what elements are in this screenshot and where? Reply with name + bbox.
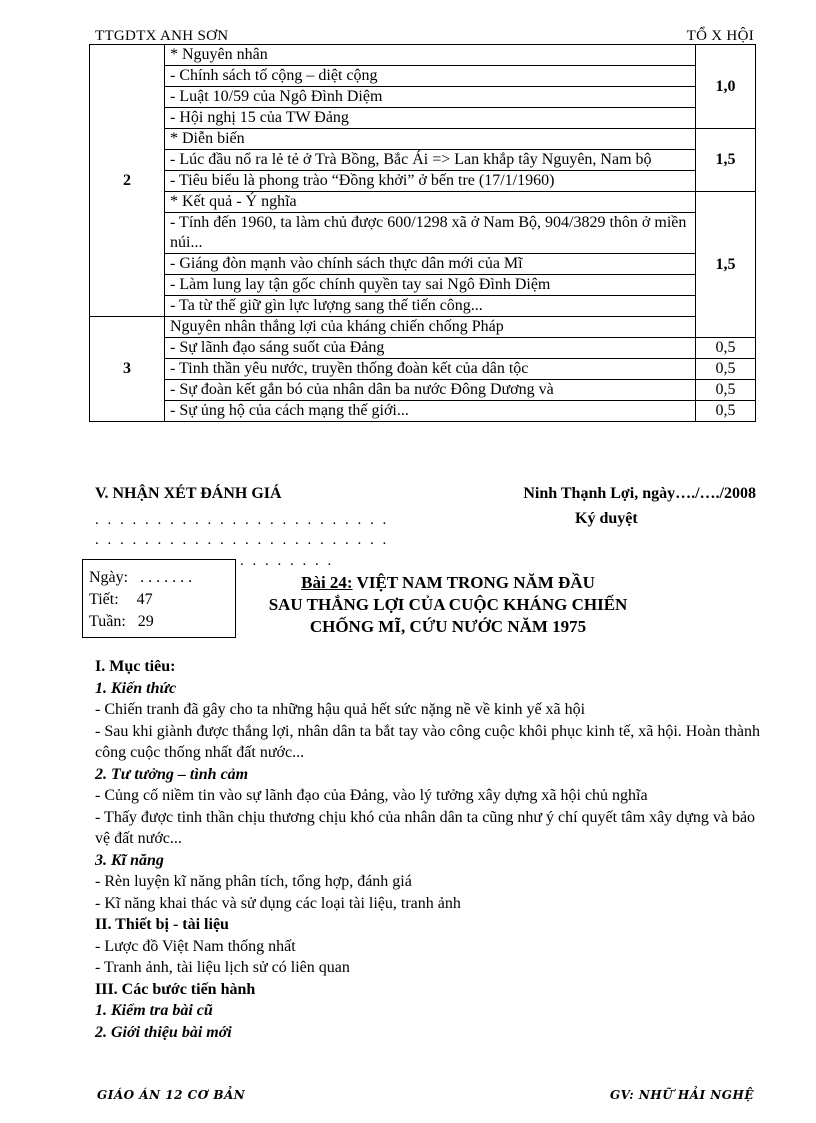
table-cell: - Ta từ thế giữ gìn lực lượng sang thế tiến công... [165, 296, 696, 317]
lesson-info-box [82, 559, 236, 638]
content-line: - Sau khi giành được thắng lợi, nhân dân ta bắt tay vào công cuộc khôi phục kinh tế, xã hội. Hoàn thành công cuộc thống nhất đất nước... [95, 722, 760, 761]
evaluation-title: V. NHẬN XÉT ĐÁNH GIÁ [95, 485, 282, 502]
content-line: - Thấy được tinh thần chịu thương chịu khó của nhân dân ta cũng như ý chí quyết tâm xây dựng và bảo vệ đất nước... [95, 808, 756, 847]
score-cell: 0,5 [696, 359, 756, 380]
header-left: TTGDTX ANH SƠN [95, 28, 229, 44]
table-row [90, 108, 756, 129]
table-row [90, 66, 756, 87]
lesson-title-line: SAU THẮNG LỢI CỦA CUỘC KHÁNG CHIẾN [268, 595, 628, 614]
period-label: Tiết: [89, 591, 119, 608]
table-cell: - Lúc đầu nổ ra lẻ tẻ ở Trà Bồng, Bắc Ái => Lan khắp tây Nguyên, Nam bộ [165, 150, 696, 171]
section-heading: I. Mục tiêu: [95, 658, 176, 675]
table-row [90, 401, 756, 422]
table-cell: - Tính đến 1960, ta làm chủ được 600/1298 xã ở Nam Bộ, 904/3829 thôn ở miền núi... [165, 213, 696, 254]
table-cell: * Nguyên nhân [165, 45, 696, 66]
table-cell: - Tinh thần yêu nước, truyền thống đoàn kết của dân tộc [165, 359, 696, 380]
table-row [90, 359, 756, 380]
table-cell: - Giáng đòn mạnh vào chính sách thực dân mới của Mĩ [165, 254, 696, 275]
score-cell: 1,5 [696, 192, 756, 338]
subsection-heading: 1. Kiểm tra bài cũ [95, 1002, 213, 1019]
table-row [90, 275, 756, 296]
section-number: 3 [90, 317, 165, 422]
table-cell: - Sự đoàn kết gắn bó của nhân dân ba nước Đông Dương và [165, 380, 696, 401]
dotted-line: . . . . . . . . . . . . . . . . . . . . . . . . [95, 512, 389, 528]
lesson-content [95, 656, 765, 1043]
table-row [90, 380, 756, 401]
content-line: - Củng cố niềm tin vào sự lãnh đạo của Đảng, vào lý tưởng xây dựng xã hội chủ nghĩa [95, 787, 648, 804]
lesson-title-line: VIỆT NAM TRONG NĂM ĐẦU [356, 573, 595, 592]
place-date: Ninh Thạnh Lợi, ngày…./…./2008 [523, 485, 756, 502]
week-label: Tuần: [89, 613, 126, 630]
period-row [89, 589, 235, 611]
table-row [90, 45, 756, 66]
date-value: . . . . . . . [140, 569, 193, 586]
table-cell: Nguyên nhân thắng lợi của kháng chiến chống Pháp [165, 317, 696, 338]
table-row [90, 213, 756, 254]
score-cell: 0,5 [696, 401, 756, 422]
table-row [90, 171, 756, 192]
score-cell: 0,5 [696, 380, 756, 401]
date-label: Ngày: [89, 569, 129, 586]
table-cell: - Tiêu biểu là phong trào “Đồng khởi” ở bến tre (17/1/1960) [165, 171, 696, 192]
period-value: 47 [136, 591, 153, 608]
score-cell: 1,5 [696, 129, 756, 192]
grading-table [89, 44, 756, 422]
section-number: 2 [90, 45, 165, 317]
score-cell: 1,0 [696, 45, 756, 129]
table-cell: - Luật 10/59 của Ngô Đình Diệm [165, 87, 696, 108]
subsection-heading: 3. Kĩ năng [95, 851, 164, 869]
lesson-number: Bài 24: [301, 573, 353, 592]
score-cell: 0,5 [696, 338, 756, 359]
footer-right: GV: NHỮ HẢI NGHỆ [609, 1088, 754, 1102]
content-line: - Chiến tranh đã gây cho ta những hậu quả hết sức nặng nề về kinh yế xã hội [95, 701, 586, 718]
table-row [90, 150, 756, 171]
table-row [90, 192, 756, 213]
header-right: TỔ X HỘI [686, 28, 754, 44]
content-line: - Rèn luyện kĩ năng phân tích, tổng hợp, đánh giá [95, 873, 412, 890]
table-row [90, 87, 756, 108]
dotted-line: . . . . . . . . [240, 553, 334, 569]
table-row [90, 317, 756, 338]
table-cell: * Kết quả - Ý nghĩa [165, 192, 696, 213]
table-cell: - Chính sách tố cộng – diệt cộng [165, 66, 696, 87]
lesson-title [240, 572, 656, 638]
signature-label: Ký duyệt [575, 510, 638, 527]
subsection-heading: 1. Kiến thức [95, 679, 177, 697]
content-line: - Kĩ năng khai thác và sử dụng các loại tài liệu, tranh ảnh [95, 894, 461, 912]
footer-left: GIÁO ÁN 12 CƠ BẢN [97, 1088, 246, 1102]
section-heading: III. Các bước tiến hành [95, 980, 256, 998]
content-line: - Lược đồ Việt Nam thống nhất [95, 937, 296, 955]
week-value: 29 [137, 613, 154, 630]
subsection-heading: 2. Giới thiệu bài mới [95, 1023, 232, 1041]
table-cell: - Hội nghị 15 của TW Đảng [165, 108, 696, 129]
table-cell: - Sự lãnh đạo sáng suốt của Đảng [165, 338, 696, 359]
table-row [90, 338, 756, 359]
table-cell: - Làm lung lay tận gốc chính quyền tay sai Ngô Đình Diệm [165, 275, 696, 296]
table-cell: - Sự ủng hộ của cách mạng thế giới... [165, 401, 696, 422]
week-row [89, 611, 235, 633]
table-cell: * Diễn biến [165, 129, 696, 150]
table-row [90, 129, 756, 150]
lesson-title-line: CHỐNG MĨ, CỨU NƯỚC NĂM 1975 [309, 617, 587, 636]
content-line: - Tranh ảnh, tài liệu lịch sử có liên quan [95, 959, 350, 976]
date-row [89, 567, 235, 589]
table-row [90, 296, 756, 317]
section-heading: II. Thiết bị - tài liệu [95, 916, 229, 933]
table-row [90, 254, 756, 275]
dotted-line: . . . . . . . . . . . . . . . . . . . . . . . . [95, 532, 389, 548]
subsection-heading: 2. Tư tưởng – tình cảm [95, 765, 249, 783]
